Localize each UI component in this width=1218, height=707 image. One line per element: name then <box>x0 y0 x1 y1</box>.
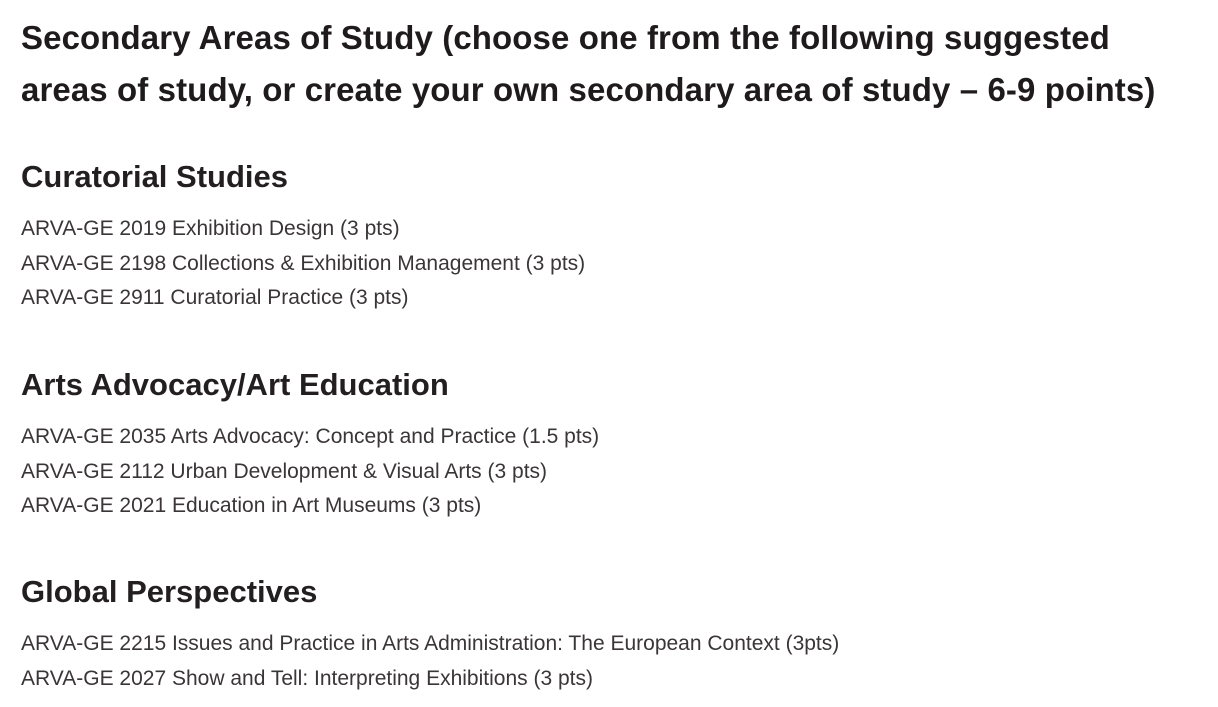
course-item: ARVA-GE 2215 Issues and Practice in Arts Administration: The European Context (3pts) <box>21 632 840 655</box>
course-item: ARVA-GE 2035 Arts Advocacy: Concept and Practice (1.5 pts) <box>21 425 600 448</box>
page-title <box>21 12 1216 116</box>
course-item: ARVA-GE 2198 Collections & Exhibition Management (3 pts) <box>21 251 586 275</box>
page-title-line-2: areas of study, or create your own secondary area of study – 6-9 points) <box>21 71 1156 108</box>
course-item: ARVA-GE 2019 Exhibition Design (3 pts) <box>21 217 400 240</box>
course-list <box>21 420 599 524</box>
course-list <box>21 627 839 696</box>
course-item: ARVA-GE 2027 Show and Tell: Interpreting Exhibitions (3 pts) <box>21 666 593 690</box>
section-global-perspectives <box>21 572 1211 690</box>
course-item: ARVA-GE 2911 Curatorial Practice (3 pts) <box>21 286 409 309</box>
course-list <box>21 212 585 316</box>
section-curatorial-studies <box>21 157 1211 309</box>
course-item: ARVA-GE 2021 Education in Art Museums (3 pts) <box>21 494 482 517</box>
section-arts-advocacy <box>21 365 1211 517</box>
section-heading: Curatorial Studies <box>21 159 288 194</box>
course-item: ARVA-GE 2112 Urban Development & Visual Arts (3 pts) <box>21 459 548 483</box>
section-heading: Global Perspectives <box>21 574 318 609</box>
page-title-line-1: Secondary Areas of Study (choose one from the following suggested <box>21 19 1110 56</box>
section-heading: Arts Advocacy/Art Education <box>21 367 449 402</box>
